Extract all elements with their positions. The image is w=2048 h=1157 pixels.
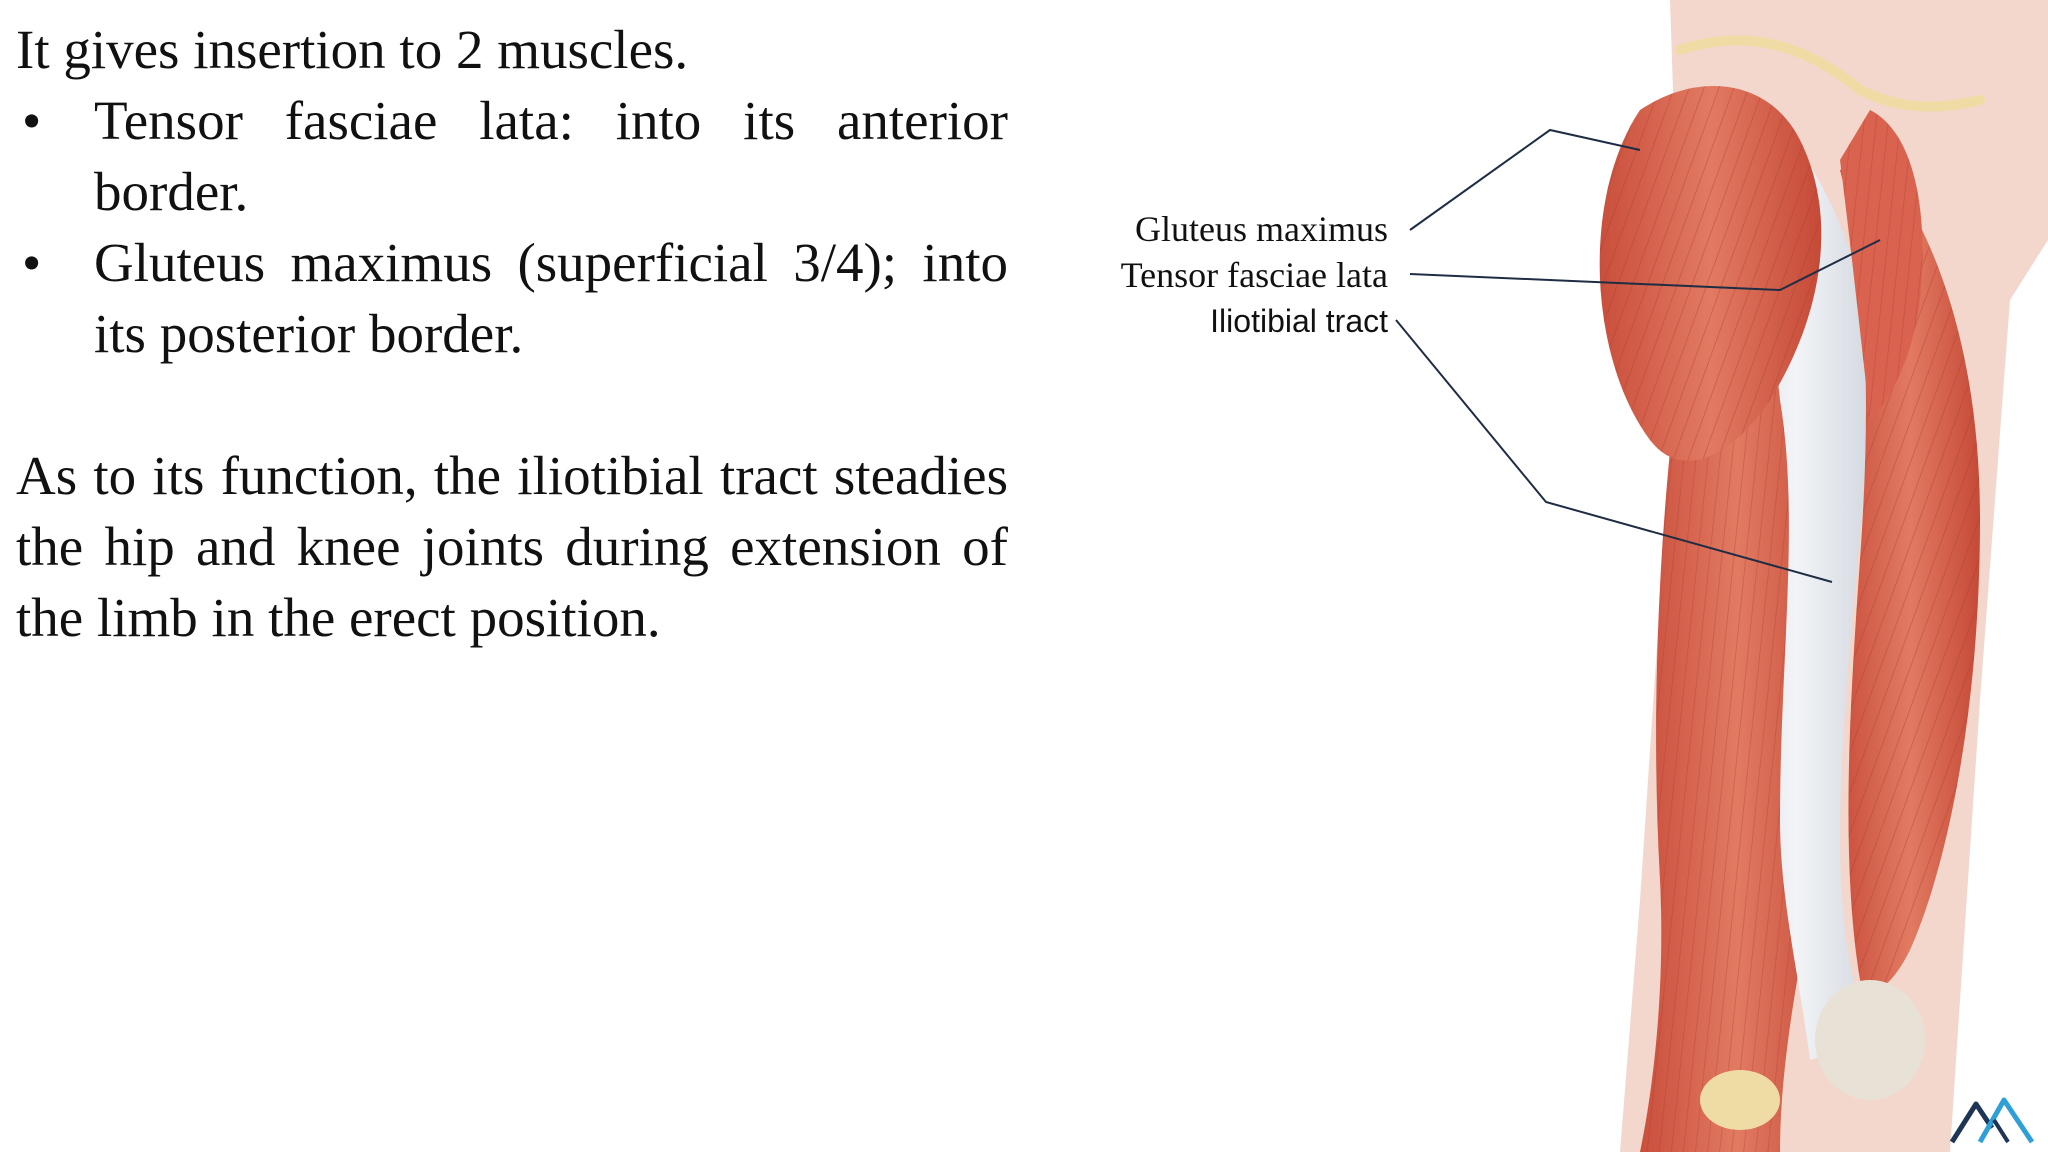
mountain-logo-icon [1948,1090,2038,1146]
bullet-marker: • [22,232,42,293]
label-tensor-fasciae-lata: Tensor fasciae lata [1120,255,1388,295]
label-iliotibial-tract: Iliotibial tract [1210,303,1388,339]
slide-text [16,14,1008,653]
function-paragraph: As to its function, the iliotibial tract steadies the hip and knee joints during extension of the limb in the erect position. [16,445,1008,648]
intro-line: It gives insertion to 2 muscles. [16,19,689,80]
knee-joint [1815,980,1925,1100]
bullet-marker: • [22,90,42,151]
label-gluteus-maximus: Gluteus maximus [1135,209,1388,249]
bullet-text: Gluteus maximus (superficial 3/4); into its posterior border. [94,232,1008,364]
knee-fat-pad [1700,1070,1780,1130]
bullet-tensor-fasciae-lata [16,85,1008,227]
bullet-text: Tensor fasciae lata: into its anterior border. [94,90,1008,222]
thigh-anatomy-drawing [1080,0,2048,1152]
thigh-muscle-illustration [1080,0,2048,1152]
bullet-list [16,85,1008,369]
brand-logo-icon [1948,1090,2038,1146]
bullet-gluteus-maximus [16,227,1008,369]
